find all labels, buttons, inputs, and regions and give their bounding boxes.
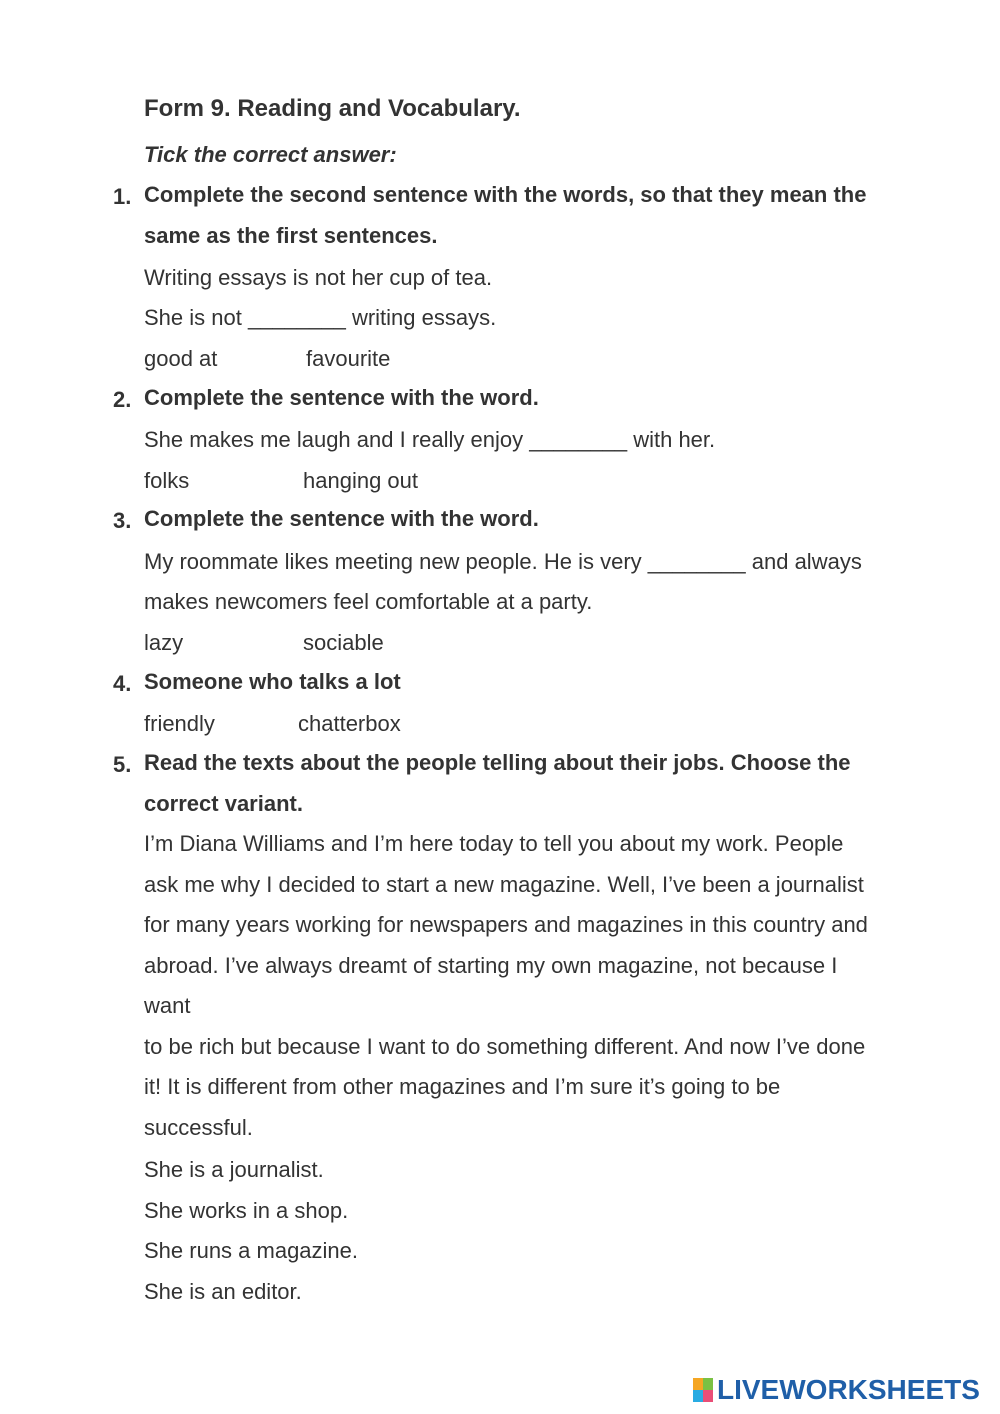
question-number: 1. — [113, 184, 132, 209]
question-prompt — [144, 378, 934, 419]
question-prompt — [144, 743, 934, 824]
question-number: 3. — [113, 508, 132, 533]
answer-option[interactable]: favourite — [306, 346, 391, 371]
sentence-line: makes newcomers feel comfortable at a party. — [144, 589, 593, 614]
page-title: Form 9. Reading and Vocabulary. — [144, 95, 521, 122]
answer-choice[interactable]: She is an editor. — [144, 1279, 302, 1304]
answer-option[interactable]: sociable — [303, 630, 384, 655]
question-prompt — [144, 499, 934, 540]
answer-option[interactable]: folks — [144, 468, 190, 493]
question-number: 2. — [113, 387, 132, 412]
answer-choice[interactable]: She is a journalist. — [144, 1157, 324, 1182]
liveworksheets-logo — [693, 1375, 980, 1405]
passage-line: it! It is different from other magazines and I’m sure it’s going to be — [144, 1074, 781, 1099]
answer-options — [144, 630, 384, 656]
passage-line: ask me why I decided to start a new magazine. Well, I’ve been a journalist — [144, 871, 864, 897]
prompt-line: Someone who talks a lot — [144, 669, 401, 694]
question-prompt — [144, 175, 934, 256]
answer-option[interactable]: chatterbox — [298, 711, 401, 736]
answer-option[interactable]: good at — [144, 346, 218, 371]
question-number: 4. — [113, 671, 132, 696]
passage-line: want — [144, 993, 191, 1018]
question-number: 5. — [113, 752, 132, 777]
answer-choice[interactable]: She works in a shop. — [144, 1198, 349, 1223]
answer-option[interactable]: friendly — [144, 711, 215, 736]
answer-option[interactable]: lazy — [144, 630, 184, 655]
logo-text: LIVEWORKSHEETS — [717, 1374, 980, 1405]
instruction: Tick the correct answer: — [144, 142, 397, 167]
passage-line: I’m Diana Williams and I’m here today to tell you about my work. People — [144, 831, 844, 856]
passage-line: successful. — [144, 1114, 253, 1140]
prompt-line: Complete the sentence with the word. — [144, 506, 539, 531]
prompt-line: same as the first sentences. — [144, 222, 438, 248]
sentence-line: She is not ________ writing essays. — [144, 305, 497, 330]
prompt-line: Complete the sentence with the word. — [144, 385, 539, 410]
answer-options — [144, 468, 418, 494]
passage-line: to be rich but because I want to do something different. And now I’ve done — [144, 1033, 866, 1059]
answer-choice[interactable]: She runs a magazine. — [144, 1238, 359, 1263]
passage-line: abroad. I’ve always dreamt of starting my own magazine, not because I — [144, 952, 838, 978]
prompt-line: correct variant. — [144, 790, 303, 816]
passage-line: for many years working for newspapers and magazines in this country and — [144, 912, 868, 937]
answer-options — [144, 346, 390, 372]
logo-mark-icon — [693, 1378, 713, 1402]
sentence-line: She makes me laugh and I really enjoy ________ with her. — [144, 427, 716, 452]
prompt-line: Complete the second sentence with the words, so that they mean the — [144, 182, 867, 207]
prompt-line: Read the texts about the people telling about their jobs. Choose the — [144, 750, 851, 775]
answer-option[interactable]: hanging out — [303, 468, 418, 493]
reading-passage — [144, 824, 934, 1148]
answer-options — [144, 711, 401, 737]
question-prompt — [144, 662, 934, 703]
sentence-line: Writing essays is not her cup of tea. — [144, 265, 493, 290]
sentence-line: My roommate likes meeting new people. He is very ________ and always — [144, 549, 862, 574]
